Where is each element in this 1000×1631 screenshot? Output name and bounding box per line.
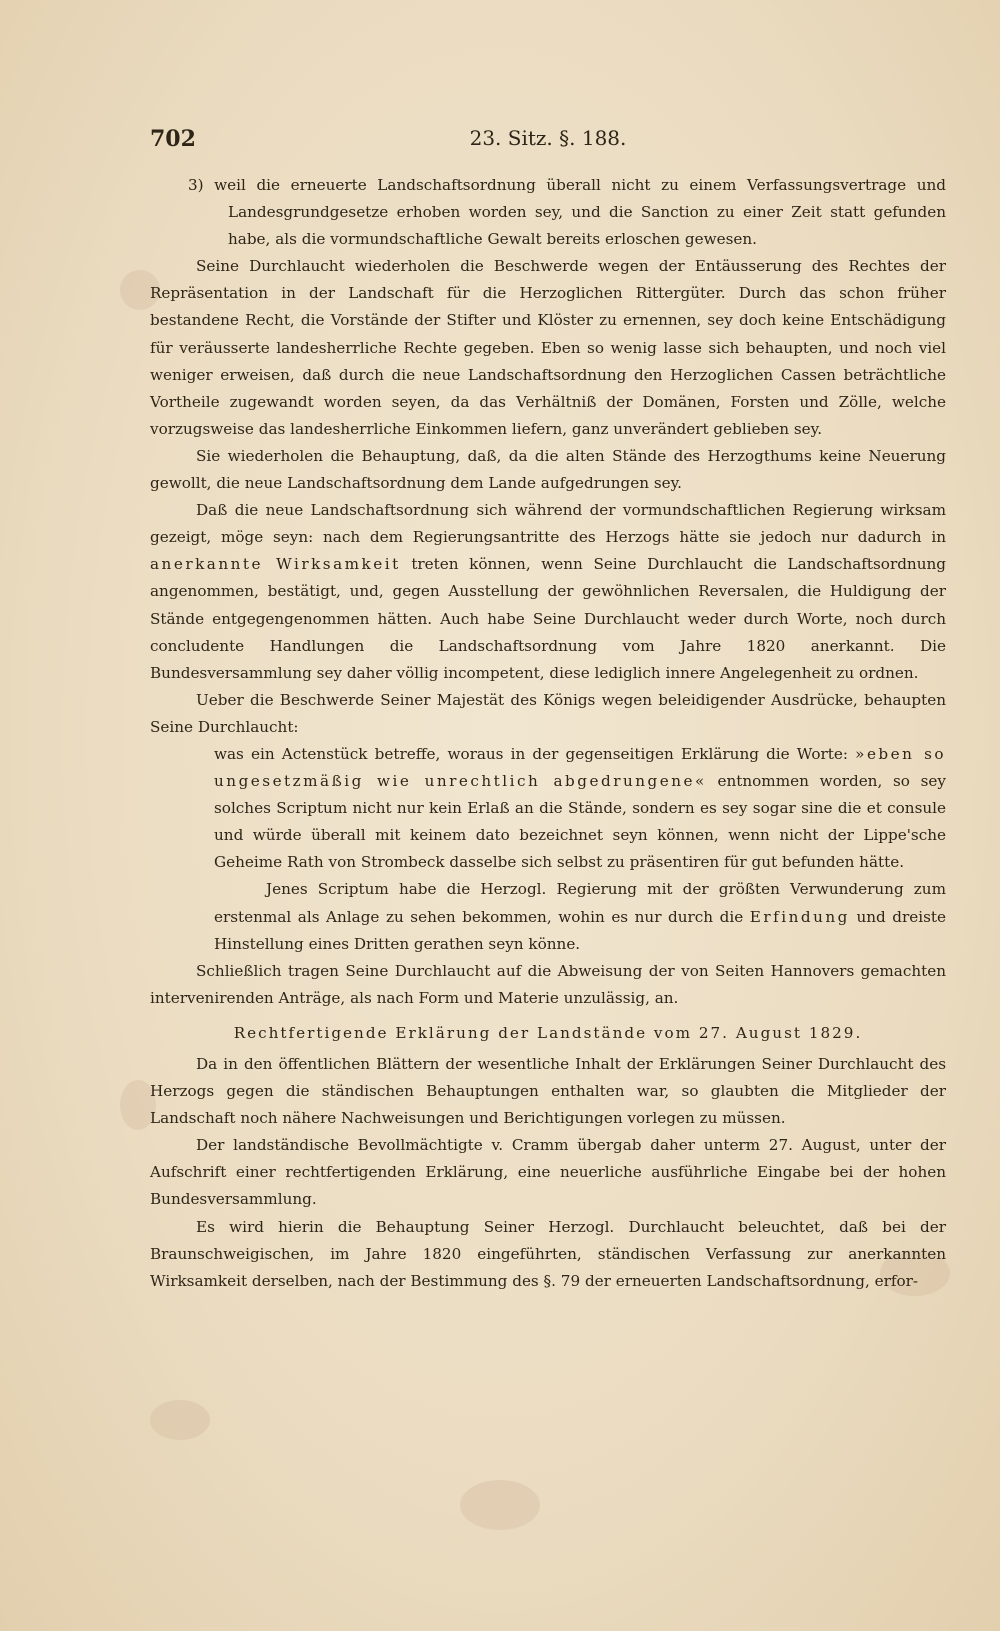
paragraph: Da in den öffentlichen Blättern der wesentliche Inhalt der Erklärungen Seiner Durchlaucht des Herzogs gegen die ständischen Behauptungen enthalten war, so glaubten die Mitglieder der Landschaft noch nähere Nachweisungen und Berichtigungen vorlegen zu müssen.: [150, 1055, 946, 1128]
quoted-statement: [150, 876, 946, 957]
paragraph: [150, 497, 946, 687]
list-item-3: 3) weil die erneuerte Landschaftsordnung überall nicht zu einem Verfassungsvertrage und Landesgrundgesetze erhoben worden sey, und die Sanction zu einer Zeit statt gefunden habe, als die vormundschaftliche Gewalt bereits erloschen gewesen.: [188, 176, 946, 249]
quote-text: was ein Actenstück betreffe, woraus in der gegenseitigen Erklärung die Worte:: [214, 744, 848, 763]
paragraph: Es wird hierin die Behauptung Seiner Herzogl. Durchlaucht beleuchtet, daß bei der Braunschweigischen, im Jahre 1820 eingeführten, ständischen Verfassung zur anerkannten Wirksamkeit derselben, nach der Bestimmung des §. 79 der erneuerten Landschaftsordnung, erfor-: [150, 1217, 946, 1290]
spaced-phrase: »eben so ungesetzmäßig wie unrechtlich abgedrungene«: [214, 744, 947, 791]
paragraph: Sie wiederholen die Behauptung, daß, da die alten Stände des Herzogthums keine Neuerung gewollt, die neue Landschaftsordnung dem Lande aufgedrungen sey.: [150, 446, 946, 493]
paragraph-text: treten können, wenn Seine Durchlaucht die Landschaftsordnung angenommen, bestätigt, und, gegen Ausstellung der gewöhnlichen Reversalen, die Huldigung der Stände entgegengenommen hätten. Auch habe Seine Durchlaucht weder durch Worte, noch durch concludente Handlungen die Landschaftsordnung vom Jahre 1820 anerkannt. Die Bundesversammlung sey daher völlig incompetent, diese lediglich innere Angelegenheit zu ordnen.: [150, 555, 946, 682]
paper-stain: [150, 1400, 210, 1440]
quote-text: entnommen worden, so sey solches Scriptum nicht nur kein Erlaß an die Stände, sondern es sey sogar sine die et consule und würde überall mit keinem dato bezeichnet seyn können, wenn nicht der Lippe'sche Geheime Rath von Strombeck dasselbe sich selbst zu präsentiren für gut befunden hätte.: [214, 772, 946, 872]
page-body: [150, 172, 946, 1295]
page-number: 702: [150, 126, 196, 152]
quote-text: Jenes Scriptum habe die Herzogl. Regierung mit der größten Verwunderung zum erstenmal als Anlage zu sehen bekommen, wohin es nur durch die: [214, 880, 946, 926]
spaced-phrase: anerkannte Wirksamkeit: [150, 555, 401, 574]
paragraph: Ueber die Beschwerde Seiner Majestät des Königs wegen beleidigender Ausdrücke, behaupten Seine Durchlaucht:: [150, 690, 946, 736]
paragraph: Schließlich tragen Seine Durchlaucht auf die Abweisung der von Seiten Hannovers gemachten intervenirenden Anträge, als nach Form und Materie unzulässig, an.: [150, 961, 946, 1007]
running-head: 23. Sitz. §. 188.: [469, 126, 627, 150]
spaced-phrase: Erfindung: [749, 907, 850, 926]
paragraph: Seine Durchlaucht wiederholen die Beschwerde wegen der Entäusserung des Rechtes der Repräsentation in der Landschaft für die Herzoglichen Rittergüter. Durch das schon früher bestandene Recht, die Vorstände der Stifter und Klöster zu ernennen, sey doch keine Entschädigung für veräusserte landesherrliche Rechte gegeben. Eben so wenig lasse sich behaupten, und noch viel weniger erweisen, daß durch die neue Landschaftsordnung den Herzoglichen Cassen beträchtliche Vortheile zugewandt worden seyen, da das Verhältniß der Domänen, Forsten und Zölle, welche vorzugsweise das landesherrliche Einkommen liefern, ganz unverändert geblieben sey.: [150, 257, 946, 438]
section-heading: Rechtfertigende Erklärung der Landstände vom 27. August 1829.: [233, 1023, 863, 1042]
paragraph-text: Daß die neue Landschaftsordnung sich während der vormundschaftlichen Regierung wirksam gezeigt, möge seyn: nach dem Regierungsantritte des Herzogs hätte sie jedoch nur dadurch in: [150, 501, 946, 547]
quoted-statement: [150, 741, 946, 876]
paper-stain: [460, 1480, 540, 1530]
paragraph: Der landständische Bevollmächtigte v. Cramm übergab daher unterm 27. August, unter der Aufschrift einer rechtfertigenden Erklärung, eine neuerliche ausführliche Eingabe bei der hohen Bundesversammlung.: [150, 1136, 946, 1209]
page-header: [150, 126, 946, 158]
quote-text: und dreiste Hinstellung eines Dritten gerathen seyn könne.: [214, 907, 947, 953]
